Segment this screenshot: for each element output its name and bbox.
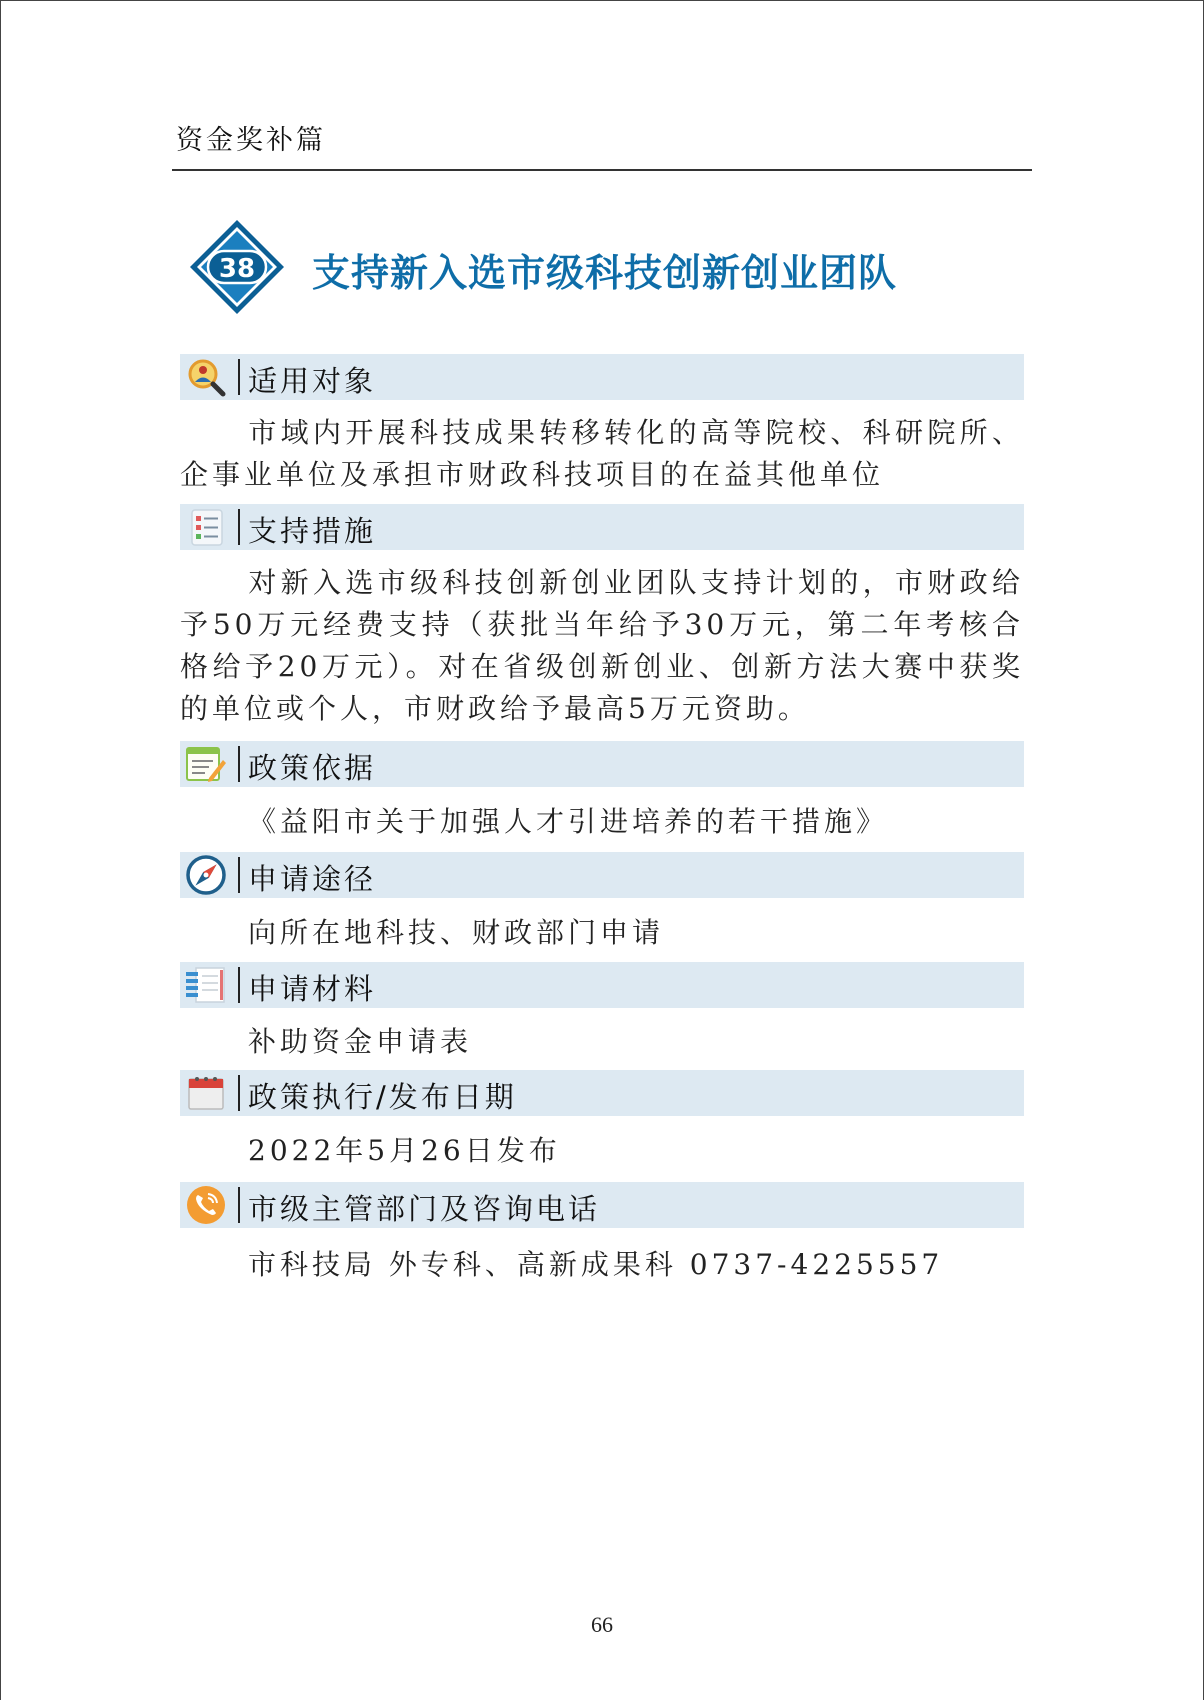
section-header-target	[180, 354, 1024, 400]
section-header-contact	[180, 1182, 1024, 1228]
section-body-target: 市域内开展科技成果转移转化的高等院校、科研院所、企事业单位及承担市财政科技项目的在益其他单位	[180, 416, 1024, 491]
section-title: 申请材料	[248, 972, 377, 1006]
section-title: 申请途径	[248, 862, 377, 896]
section-body-basis: 《益阳市关于加强人才引进培养的若干措施》	[248, 805, 889, 838]
section-body-materials: 补助资金申请表	[248, 1025, 473, 1058]
section-header-measures	[180, 504, 1024, 550]
page-number: 66	[591, 1612, 613, 1637]
checklist-icon	[184, 506, 228, 548]
person-search-icon	[184, 356, 228, 398]
notebook-icon	[184, 964, 228, 1006]
compass-icon	[184, 854, 228, 896]
section-body-date: 2022年5月26日发布	[248, 1134, 561, 1167]
section-header-date	[180, 1070, 1024, 1116]
section-divider	[238, 967, 240, 1003]
section-body-measures: 对新入选市级科技创新创业团队支持计划的，市财政给予50万元经费支持（获批当年给予30万元，第二年考核合格给予20万元）。对在省级创新创业、创新方法大赛中获奖的单位或个人，市财政给予最高5万元资助。	[180, 566, 1024, 725]
section-title: 支持措施	[248, 514, 377, 548]
document-edit-icon	[184, 743, 228, 785]
section-header-basis	[180, 741, 1024, 787]
item-number-badge	[188, 218, 286, 316]
section-divider	[238, 857, 240, 893]
item-title-block	[188, 218, 1038, 316]
section-divider	[238, 509, 240, 545]
section-header-materials	[180, 962, 1024, 1008]
item-title: 支持新入选市级科技创新创业团队	[312, 250, 898, 295]
section-divider	[238, 359, 240, 395]
section-title: 政策依据	[248, 751, 377, 785]
section-title: 市级主管部门及咨询电话	[248, 1192, 601, 1226]
section-body-channel: 向所在地科技、财政部门申请	[248, 916, 665, 949]
section-divider	[238, 1187, 240, 1223]
section-header-channel	[180, 852, 1024, 898]
section-title: 政策执行/发布日期	[248, 1080, 517, 1114]
section-title: 适用对象	[248, 364, 377, 398]
section-divider	[238, 746, 240, 782]
section-divider	[238, 1075, 240, 1111]
phone-icon	[184, 1184, 228, 1226]
section-body-contact: 市科技局 外专科、高新成果科 0737-4225557	[248, 1248, 944, 1281]
item-number: 38	[218, 254, 256, 284]
header-rule	[172, 169, 1032, 171]
calendar-icon	[184, 1072, 228, 1114]
running-header: 资金奖补篇	[176, 125, 326, 156]
